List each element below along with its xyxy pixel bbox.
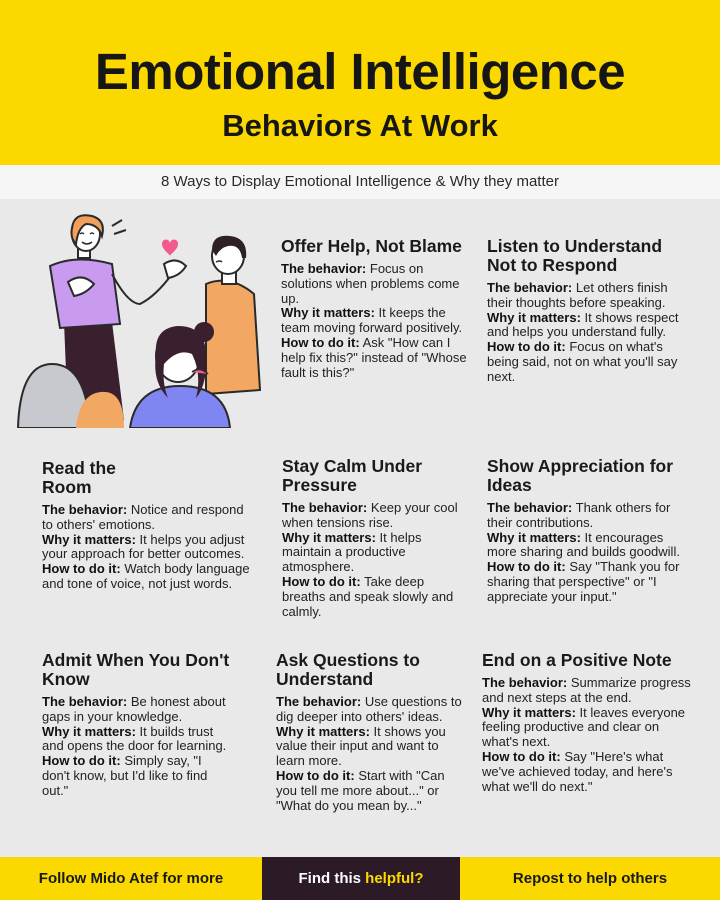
card-why: Why it matters: It helps maintain a productive atmosphere.: [282, 529, 422, 575]
card-behavior: The behavior: Use questions to dig deeper into others' ideas.: [276, 694, 462, 724]
card-title: Offer Help, Not Blame: [281, 236, 462, 256]
card-why: Why it matters: It builds trust and opens the door for learning.: [42, 723, 227, 754]
card-title: Read the Room: [42, 458, 116, 497]
card-title: Show Appreciation for Ideas: [487, 456, 674, 495]
card-stay-calm: [282, 457, 467, 619]
card-listen-to-understand: [487, 237, 687, 385]
card-show-appreciation: [487, 457, 687, 605]
card-title: Listen to Understand Not to Respond: [487, 236, 663, 275]
card-why: Why it matters: It shows you value their input and want to learn more.: [276, 723, 446, 769]
card-how: How to do it: Ask "How can I help fix this?" instead of "Whose fault is this?": [281, 334, 467, 380]
card-title: Stay Calm Under Pressure: [282, 456, 423, 495]
card-admit-when-you-dont-know: [42, 651, 232, 799]
team-illustration: [16, 214, 268, 428]
page-title: Emotional Intelligence: [94, 43, 626, 100]
card-read-the-room: [42, 459, 256, 592]
heart-icon: [162, 240, 178, 257]
card-behavior: The behavior: Focus on solutions when problems come up.: [281, 261, 460, 306]
footer-bar: [0, 857, 720, 900]
card-offer-help: [281, 237, 471, 380]
speech-lines: [112, 220, 126, 234]
card-how: How to do it: Start with "Can you tell me more about..." or "What do you mean by...": [276, 767, 445, 813]
card-title: Admit When You Don't Know: [42, 650, 230, 689]
man-figure: [206, 236, 260, 394]
card-how: How to do it: Say "Thank you for sharing that perspective" or "I appreciate your input.": [487, 559, 680, 604]
card-title: Ask Questions to Understand: [276, 650, 420, 689]
card-why: Why it matters: It leaves everyone feeling productive and clear on what's next.: [482, 704, 686, 750]
card-how: How to do it: Watch body language and tone of voice, not just words.: [42, 561, 250, 591]
card-why: Why it matters: It shows respect and helps you understand fully.: [487, 309, 679, 340]
card-behavior: The behavior: Thank others for their contributions.: [487, 500, 671, 530]
card-behavior: The behavior: Be honest about gaps in your knowledge.: [42, 694, 226, 724]
card-behavior: The behavior: Notice and respond to others' emotions.: [42, 502, 244, 532]
header-banner: [0, 0, 720, 165]
tagline: 8 Ways to Display Emotional Intelligence & Why they matter: [0, 165, 720, 199]
card-end-on-positive-note: [482, 651, 692, 794]
card-behavior: The behavior: Keep your cool when tensions rise.: [282, 500, 458, 530]
repost-link[interactable]: Repost to help others: [512, 870, 668, 887]
card-why: Why it matters: It helps you adjust your approach for better outcomes.: [42, 531, 245, 562]
card-behavior: The behavior: Summarize progress and next steps at the end.: [482, 675, 691, 705]
card-how: How to do it: Say "Here's what we've achieved today, and here's what we'll do next.": [482, 748, 673, 794]
card-behavior: The behavior: Let others finish their thoughts before speaking.: [487, 280, 668, 310]
card-why: Why it matters: It encourages more sharing and builds goodwill.: [487, 529, 680, 560]
card-ask-questions: [276, 651, 466, 813]
follow-link[interactable]: Follow Mido Atef for more: [38, 870, 224, 887]
card-how: How to do it: Focus on what's being said, not on what you'll say next.: [487, 339, 678, 384]
find-helpful-box: Find this helpful?: [262, 857, 460, 900]
card-how: How to do it: Simply say, "I don't know, but I'd like to find out.": [42, 753, 208, 798]
card-why: Why it matters: It keeps the team moving forward positively.: [281, 305, 463, 336]
page-subtitle: Behaviors At Work: [222, 108, 498, 143]
card-title: End on a Positive Note: [482, 650, 672, 670]
card-how: How to do it: Take deep breaths and speak slowly and calmly.: [282, 573, 454, 619]
